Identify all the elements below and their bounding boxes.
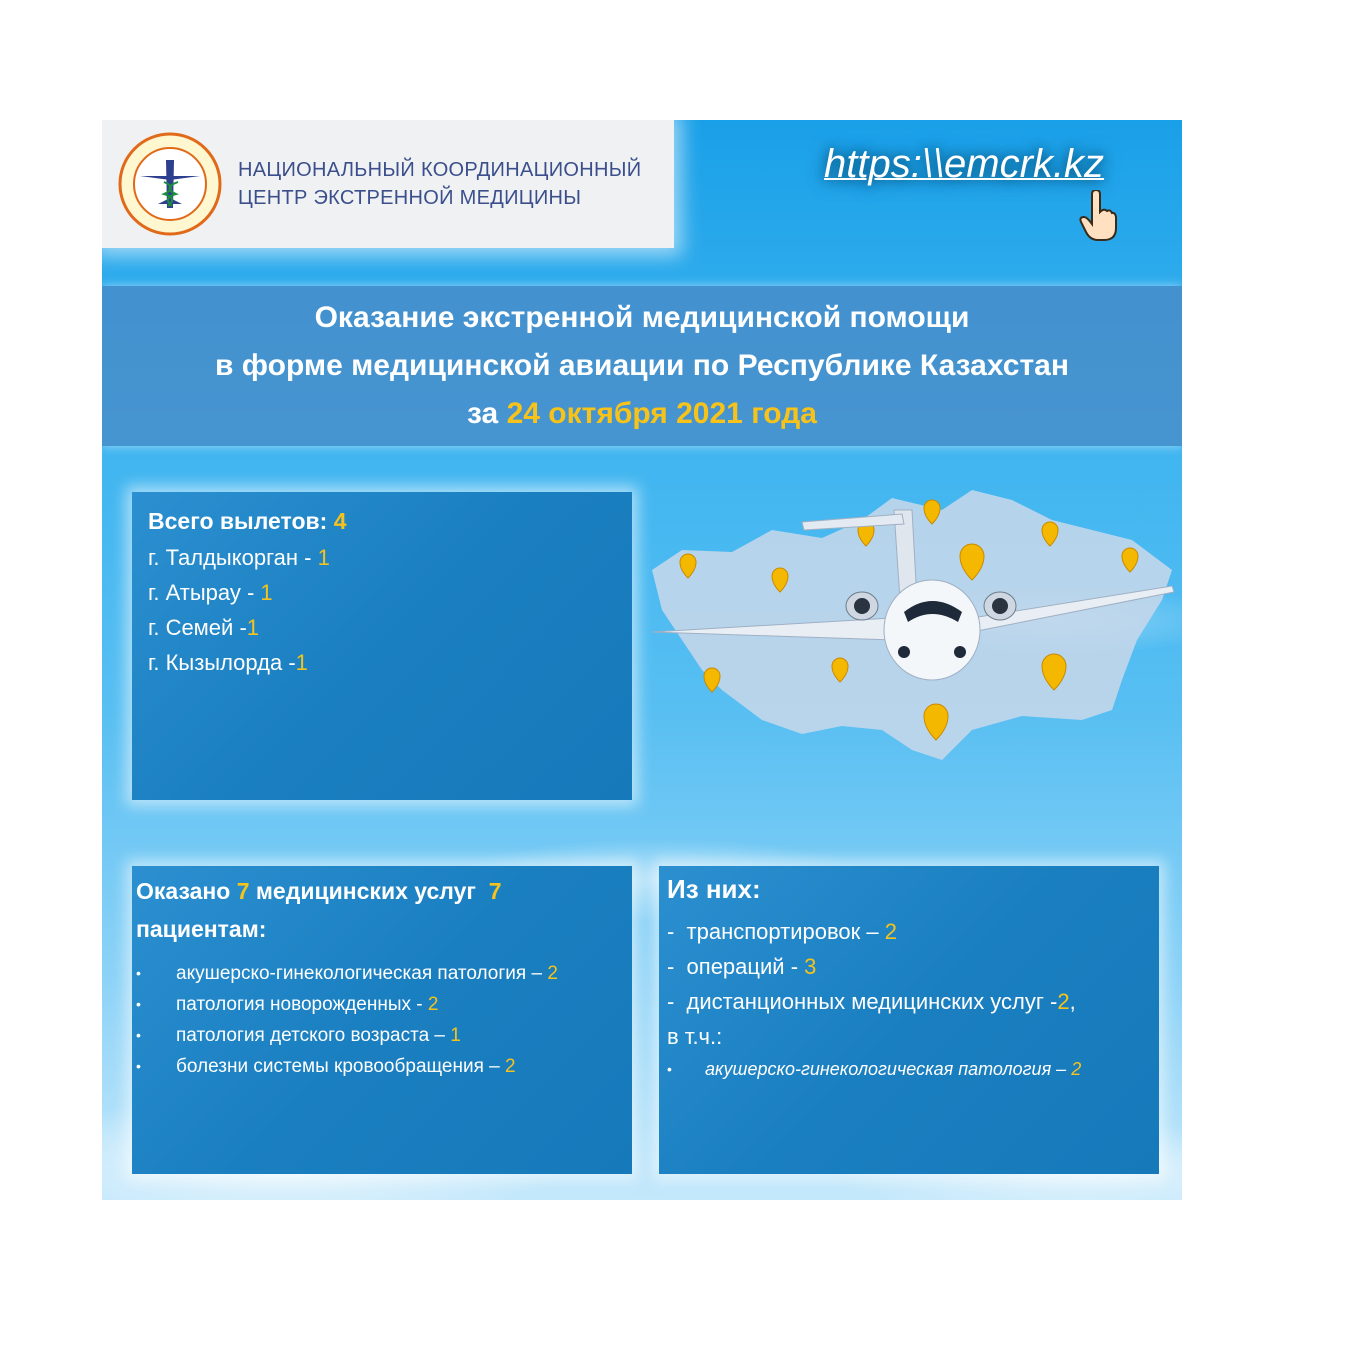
services-box: [132, 866, 632, 1174]
flights-heading: [148, 508, 346, 535]
website-link[interactable]: https:\\emcrk.kz: [824, 142, 1105, 186]
services-list: [136, 958, 632, 1082]
service-count: 1: [450, 1025, 461, 1046]
title-line-2: в форме медицинской авиации по Республике Казахстан: [215, 349, 1069, 382]
breakdown-heading: Из них:: [667, 874, 761, 904]
service-text: патология новорожденных -: [176, 994, 428, 1015]
service-text: болезни системы кровообращения –: [176, 1056, 506, 1077]
services-count: 7: [236, 878, 250, 904]
pointer-hand-icon: [1078, 190, 1118, 242]
city-list: [148, 540, 330, 680]
breakdown-suffix: ,: [1069, 989, 1076, 1014]
city-row: [148, 540, 330, 575]
map-pin-icon: [704, 668, 720, 692]
title-date: 24 октября 2021 года: [506, 397, 817, 430]
flights-label: Всего вылетов:: [148, 508, 334, 534]
city-name: г. Талдыкорган -: [148, 545, 318, 570]
sub-item-text: акушерско-гинекологическая патология –: [705, 1059, 1072, 1079]
list-item: [136, 1051, 632, 1082]
bullet: •: [136, 996, 141, 1012]
title-prefix: за: [467, 397, 507, 430]
sub-item-count: 2: [1071, 1059, 1082, 1079]
breakdown-box: [659, 866, 1159, 1174]
title-line-1: Оказание экстренной медицинской помощи: [314, 301, 970, 334]
bullet: •: [136, 965, 141, 981]
service-count: 2: [547, 963, 558, 984]
city-name: г. Кызылорда -: [148, 650, 296, 675]
city-name: г. Семей -: [148, 615, 247, 640]
city-row: [148, 575, 330, 610]
list-item: [667, 949, 1081, 984]
breakdown-text: - транспортировок –: [667, 919, 885, 944]
breakdown-count: 3: [804, 954, 817, 979]
organization-name: [238, 156, 641, 212]
services-heading-line-1: [136, 872, 502, 910]
org-name-line-2: ЦЕНТР ЭКСТРЕННОЙ МЕДИЦИНЫ: [238, 187, 582, 209]
services-heading: [136, 872, 502, 948]
header-logo-bar: [102, 120, 674, 248]
services-label-c: пациентам:: [136, 916, 267, 942]
emblem-logo: [118, 132, 222, 236]
kazakhstan-map-plane-illustration: [642, 480, 1182, 780]
services-label-a: Оказано: [136, 878, 237, 904]
service-count: 2: [505, 1056, 516, 1077]
services-label-b: медицинских услуг: [249, 878, 489, 904]
service-text: патология детского возраста –: [176, 1025, 451, 1046]
city-row: [148, 610, 330, 645]
city-row: [148, 645, 330, 680]
city-name: г. Атырау -: [148, 580, 261, 605]
flights-box: [132, 492, 632, 800]
including-label: в т.ч.:: [667, 1024, 723, 1049]
breakdown-count: 2: [884, 919, 897, 944]
list-item: [667, 1054, 1081, 1085]
patients-count: 7: [488, 878, 502, 904]
city-count: 1: [246, 615, 260, 640]
infographic-poster: [102, 120, 1182, 1200]
breakdown-list: [667, 914, 1081, 1085]
page-title: [102, 294, 1182, 438]
list-item: [667, 984, 1081, 1019]
breakdown-text: - дистанционных медицинских услуг -: [667, 989, 1058, 1014]
list-item: [136, 1020, 632, 1051]
org-name-line-1: НАЦИОНАЛЬНЫЙ КООРДИНАЦИОННЫЙ: [238, 159, 642, 181]
list-item: [136, 989, 632, 1020]
list-item: [667, 914, 1081, 949]
service-text: акушерско-гинекологическая патология –: [176, 963, 548, 984]
title-line-3: [102, 390, 1182, 438]
bullet: •: [136, 1058, 141, 1074]
bullet: •: [667, 1061, 672, 1077]
list-item: [136, 958, 632, 989]
flights-total: 4: [333, 508, 347, 534]
service-count: 2: [427, 994, 439, 1015]
breakdown-count: 2: [1057, 989, 1070, 1014]
city-count: 1: [260, 580, 273, 605]
city-count: 1: [295, 650, 308, 675]
breakdown-text: - операций -: [667, 954, 805, 979]
bullet: •: [136, 1027, 141, 1043]
city-count: 1: [317, 545, 330, 570]
